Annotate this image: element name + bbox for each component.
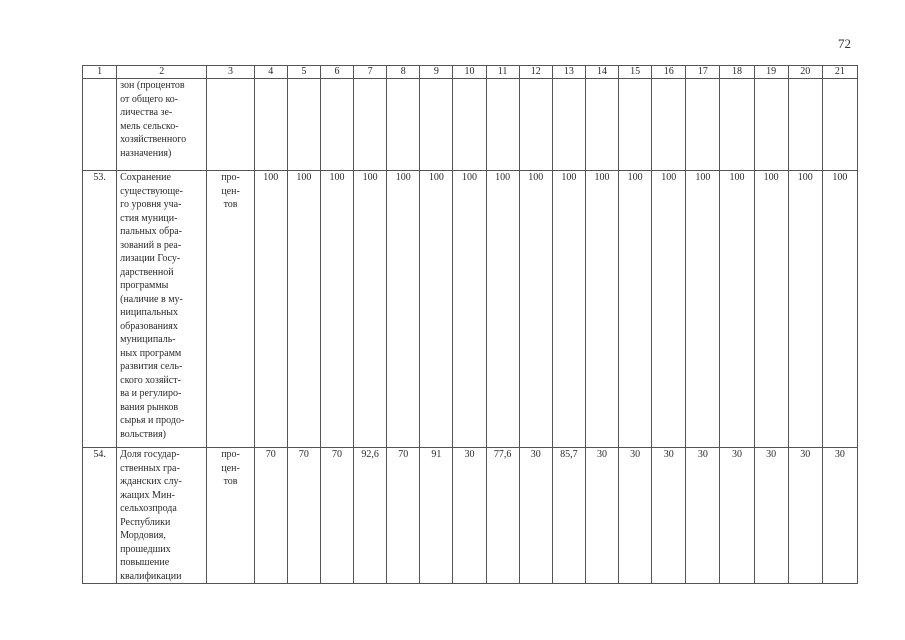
value-cell bbox=[387, 79, 420, 171]
column-number-header: 11 bbox=[486, 66, 519, 79]
value-cell: 100 bbox=[387, 171, 420, 448]
value-cell: 70 bbox=[320, 448, 353, 584]
page-number: 72 bbox=[838, 36, 851, 51]
unit-cell: про- цен- тов bbox=[207, 448, 254, 584]
table-row bbox=[83, 79, 858, 171]
value-cell: 30 bbox=[619, 448, 652, 584]
indicator-name-cell: Доля государ- ственных гра- жданских слу- жащих Мин- сельхозпрода Республики Мордовия, прошедших повышение квалификации bbox=[117, 448, 207, 584]
value-cell: 30 bbox=[822, 448, 857, 584]
value-cell: 77,6 bbox=[486, 448, 519, 584]
value-cell bbox=[720, 79, 754, 171]
value-cell bbox=[822, 79, 857, 171]
value-cell: 100 bbox=[652, 171, 686, 448]
column-number-header: 20 bbox=[788, 66, 822, 79]
value-cell: 30 bbox=[585, 448, 618, 584]
value-cell: 100 bbox=[619, 171, 652, 448]
value-cell bbox=[519, 79, 552, 171]
indicator-name-cell: зон (процентов от общего ко- личества зе- мель сельско- хозяйственного назначения) bbox=[117, 79, 207, 171]
value-cell: 30 bbox=[652, 448, 686, 584]
column-number-header: 1 bbox=[83, 66, 117, 79]
value-cell bbox=[354, 79, 387, 171]
value-cell: 100 bbox=[320, 171, 353, 448]
column-number-header: 9 bbox=[420, 66, 453, 79]
value-cell bbox=[420, 79, 453, 171]
column-number-header: 5 bbox=[287, 66, 320, 79]
value-cell bbox=[552, 79, 585, 171]
column-number-header: 12 bbox=[519, 66, 552, 79]
value-cell: 100 bbox=[686, 171, 720, 448]
header-row bbox=[83, 66, 858, 79]
value-cell: 30 bbox=[754, 448, 788, 584]
value-cell: 100 bbox=[354, 171, 387, 448]
value-cell bbox=[453, 79, 486, 171]
value-cell: 30 bbox=[788, 448, 822, 584]
value-cell: 100 bbox=[486, 171, 519, 448]
column-number-header: 16 bbox=[652, 66, 686, 79]
column-number-header: 10 bbox=[453, 66, 486, 79]
column-number-header: 14 bbox=[585, 66, 618, 79]
value-cell bbox=[585, 79, 618, 171]
value-cell bbox=[287, 79, 320, 171]
value-cell: 30 bbox=[720, 448, 754, 584]
value-cell: 100 bbox=[720, 171, 754, 448]
column-number-header: 3 bbox=[207, 66, 254, 79]
table-row bbox=[83, 171, 858, 448]
value-cell: 85,7 bbox=[552, 448, 585, 584]
value-cell: 92,6 bbox=[354, 448, 387, 584]
value-cell: 100 bbox=[552, 171, 585, 448]
column-number-header: 15 bbox=[619, 66, 652, 79]
value-cell: 30 bbox=[453, 448, 486, 584]
table-row bbox=[83, 448, 858, 584]
unit-cell bbox=[207, 79, 254, 171]
value-cell: 30 bbox=[686, 448, 720, 584]
column-number-header: 18 bbox=[720, 66, 754, 79]
value-cell: 70 bbox=[287, 448, 320, 584]
column-number-header: 13 bbox=[552, 66, 585, 79]
value-cell bbox=[486, 79, 519, 171]
value-cell: 30 bbox=[519, 448, 552, 584]
column-number-header: 21 bbox=[822, 66, 857, 79]
value-cell: 70 bbox=[254, 448, 287, 584]
value-cell: 100 bbox=[822, 171, 857, 448]
indicators-table bbox=[82, 65, 858, 584]
value-cell bbox=[754, 79, 788, 171]
value-cell bbox=[652, 79, 686, 171]
row-number-cell bbox=[83, 79, 117, 171]
value-cell bbox=[686, 79, 720, 171]
value-cell: 100 bbox=[585, 171, 618, 448]
column-number-header: 6 bbox=[320, 66, 353, 79]
value-cell bbox=[320, 79, 353, 171]
column-number-header: 7 bbox=[354, 66, 387, 79]
value-cell bbox=[619, 79, 652, 171]
value-cell: 100 bbox=[788, 171, 822, 448]
unit-cell: про- цен- тов bbox=[207, 171, 254, 448]
column-number-header: 19 bbox=[754, 66, 788, 79]
value-cell bbox=[254, 79, 287, 171]
column-number-header: 17 bbox=[686, 66, 720, 79]
value-cell: 100 bbox=[287, 171, 320, 448]
column-number-header: 2 bbox=[117, 66, 207, 79]
column-number-header: 4 bbox=[254, 66, 287, 79]
value-cell: 100 bbox=[754, 171, 788, 448]
value-cell: 100 bbox=[254, 171, 287, 448]
indicator-name-cell: Сохранение существующе- го уровня уча- стия муници- пальных обра- зований в реа- лизации Госу- дарственной программы (наличие в му- ниципальных образованиях муниципаль- ных программ развития сель- ского хозяйст- ва и регулиро- вания рынков сырья и продо- вольствия) bbox=[117, 171, 207, 448]
value-cell: 100 bbox=[519, 171, 552, 448]
value-cell bbox=[788, 79, 822, 171]
value-cell: 70 bbox=[387, 448, 420, 584]
value-cell: 100 bbox=[453, 171, 486, 448]
row-number-cell: 54. bbox=[83, 448, 117, 584]
column-number-header: 8 bbox=[387, 66, 420, 79]
row-number-cell: 53. bbox=[83, 171, 117, 448]
value-cell: 91 bbox=[420, 448, 453, 584]
value-cell: 100 bbox=[420, 171, 453, 448]
